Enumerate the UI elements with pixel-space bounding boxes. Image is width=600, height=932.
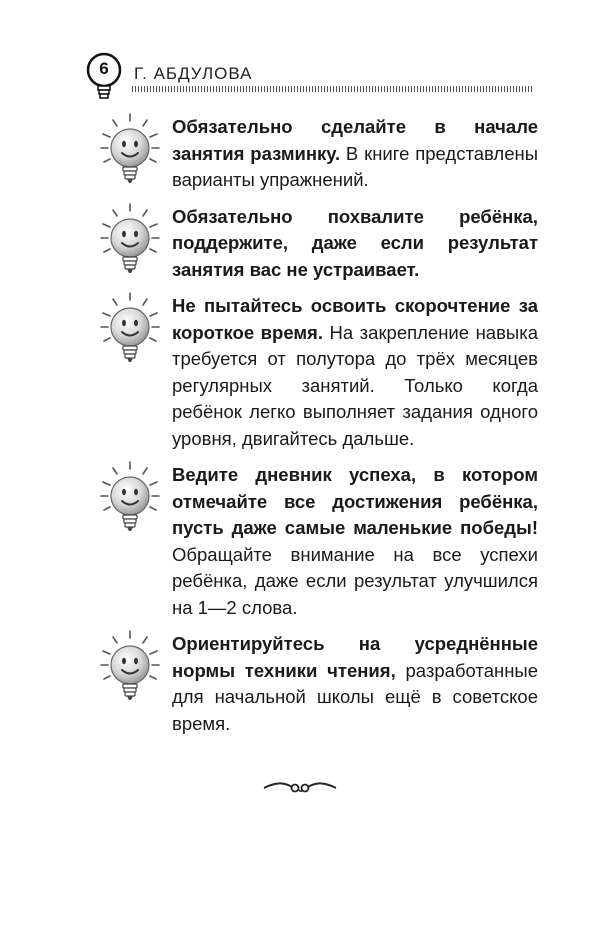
tip-text: разработанные для начальной школы ещё в советское время. <box>172 659 538 734</box>
tip-emphasis: Ориентируйтесь на усреднённые нормы техники чтения, <box>172 633 538 681</box>
tip-emphasis: Обязательно похвалите ребёнка, поддержите, даже если результат занятия вас не устраивает. <box>172 205 538 280</box>
tip-text: На закрепление навыка требуется от полутора до трёх месяцев регулярных занятий. Только когда ребёнок легко выполняет задания одного уровня, двигайтесь дальше. <box>172 321 538 449</box>
tip-text: В книге представлены варианты упражнений. <box>172 142 538 190</box>
header-rule <box>132 86 532 92</box>
smiling-lightbulb-icon <box>98 629 162 705</box>
smiling-lightbulb-icon <box>98 112 162 188</box>
list-item <box>98 631 538 737</box>
tip-emphasis: Не пытайтесь освоить скорочтение за короткое время. <box>172 295 538 343</box>
page-header <box>84 52 534 102</box>
list-item <box>98 114 538 194</box>
page-number: 6 <box>99 59 109 78</box>
running-head-author: Г. АБДУЛОВА <box>134 64 253 83</box>
flourish-ornament-icon <box>262 774 338 800</box>
tip-paragraph <box>172 114 538 194</box>
smiling-lightbulb-icon <box>98 202 162 278</box>
smiling-lightbulb-icon <box>98 291 162 367</box>
tips-list <box>98 114 538 747</box>
list-item <box>98 204 538 284</box>
tip-paragraph <box>172 204 538 284</box>
tip-paragraph <box>172 631 538 737</box>
smiling-lightbulb-icon <box>98 460 162 536</box>
list-item <box>98 293 538 452</box>
list-item <box>98 462 538 621</box>
tip-emphasis: Ведите дневник успеха, в котором отмечайте все достижения ребёнка, пусть даже самые маленькие победы! <box>172 464 538 538</box>
tip-paragraph <box>172 293 538 452</box>
tip-text: Обращайте внимание на все успехи ребёнка, даже если результат улучшился на 1—2 слова. <box>172 543 538 618</box>
tip-emphasis: Обязательно сделайте в начале занятия разминку. <box>172 116 538 164</box>
tip-paragraph <box>172 462 538 621</box>
